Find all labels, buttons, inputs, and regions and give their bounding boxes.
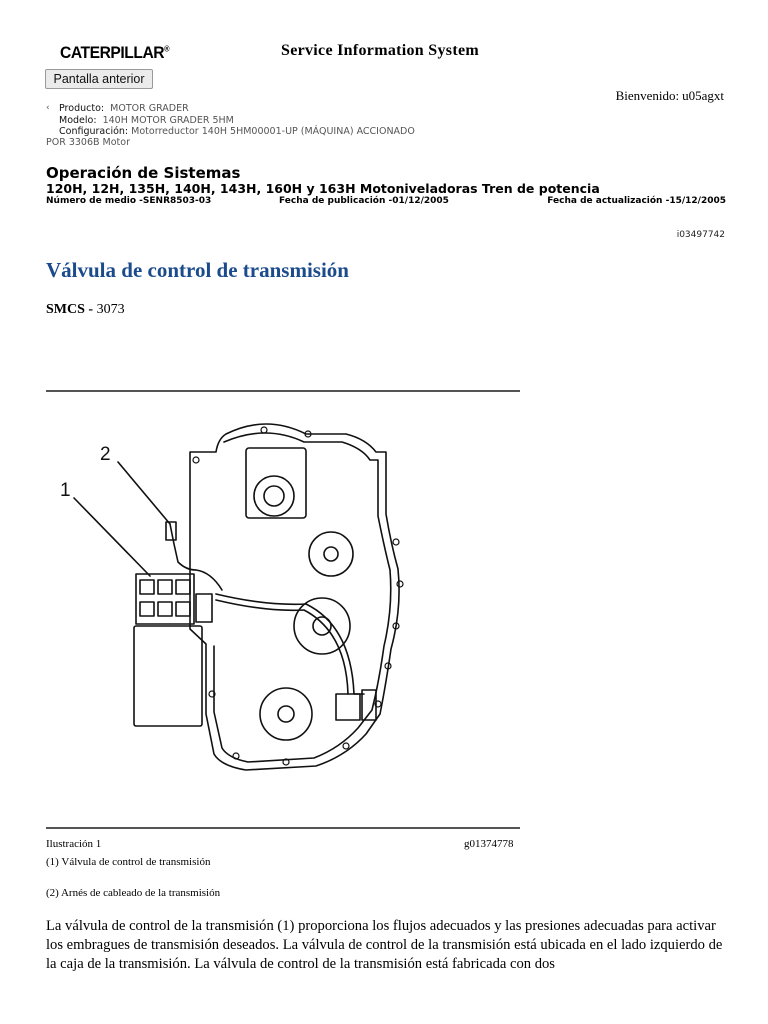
valve-solenoid-4 [140, 602, 154, 616]
chevron-left-icon[interactable]: ‹ [46, 103, 50, 113]
harness-cable [196, 570, 222, 590]
meta-product: Producto: MOTOR GRADER [59, 103, 189, 114]
figure-legend-item: (2) Arnés de cableado de la transmisión [46, 887, 221, 899]
welcome-label: Bienvenido: [615, 88, 680, 103]
top-gear-hub [264, 486, 284, 506]
meta-model: Modelo: 140H MOTOR GRADER 5HM [59, 114, 234, 126]
figure-legend-item: (1) Válvula de control de transmisión [46, 856, 211, 868]
valve-solenoid-5 [158, 602, 172, 616]
bottom-gear-hub [278, 706, 294, 722]
callout-2-label: 2 [100, 444, 111, 465]
meta-config-line2: POR 3306B Motor [46, 137, 130, 148]
body-paragraph: La válvula de control de la transmisión (1) proporciona los flujos adecuados y las presiones adecuadas para activar los embragues de transmisión deseados. La válvula de control de la transmisión está ubicada en el lado izquierdo de la caja de la transmisión. La válvula de control de la transmisión está fabricada con dos [46, 918, 723, 972]
valve-solenoid-1 [140, 580, 154, 594]
caterpillar-logo [60, 43, 169, 63]
housing-inner-edge [214, 433, 391, 762]
back-button[interactable]: Pantalla anterior [45, 69, 153, 89]
valve-side-fitting [196, 594, 212, 622]
figure-caption: Ilustración 1 [46, 838, 102, 850]
figure-top-rule [46, 390, 520, 392]
middle-gear-lower [294, 598, 350, 654]
callout-2-leader [118, 462, 170, 524]
publication-date: Fecha de publicación -01/12/2005 [279, 196, 449, 206]
transmission-hose [216, 594, 364, 694]
valve-solenoid-6 [176, 602, 190, 616]
welcome-user: u05agxt [682, 88, 724, 103]
page-title: Válvula de control de transmisión [46, 258, 349, 282]
meta-config: Configuración: Motorreductor 140H 5HM00001-UP (MÁQUINA) ACCIONADO [59, 126, 415, 137]
transmission-illustration [46, 394, 520, 824]
graphic-id: g01374778 [464, 838, 514, 850]
bottom-gear [260, 688, 312, 740]
valve-lower-housing [134, 626, 202, 726]
wiring-harness [170, 524, 196, 570]
top-window [246, 448, 306, 518]
middle-gear-upper [309, 532, 353, 576]
document-subtitle: 120H, 12H, 135H, 140H, 143H, 160H y 163H Motoniveladoras Tren de potencia [46, 181, 600, 196]
middle-gear-upper-hub [324, 547, 338, 561]
section-title: Operación de Sistemas [46, 164, 241, 182]
product-meta [59, 103, 415, 138]
figure-bottom-rule [46, 827, 520, 829]
document-id: i03497742 [676, 230, 725, 240]
valve-solenoid-3 [176, 580, 190, 594]
callout-1-leader [74, 498, 150, 576]
logo-registered-mark: ® [164, 44, 170, 54]
media-number: Número de medio -SENR8503-03 [46, 196, 212, 206]
system-title: Service Information System [281, 42, 479, 59]
logo-text: CATERPILLAR [60, 43, 165, 62]
valve-solenoid-2 [158, 580, 172, 594]
callout-1-label: 1 [60, 480, 71, 501]
top-gear [254, 476, 294, 516]
smcs-value: 3073 [96, 302, 125, 317]
transmission-hose-edge [216, 600, 348, 694]
right-fitting [336, 694, 360, 720]
smcs-code [46, 302, 125, 318]
update-date: Fecha de actualización -15/12/2005 [547, 196, 726, 206]
smcs-label: SMCS - [46, 302, 94, 317]
welcome-message [616, 88, 724, 104]
transmission-housing [190, 424, 399, 770]
